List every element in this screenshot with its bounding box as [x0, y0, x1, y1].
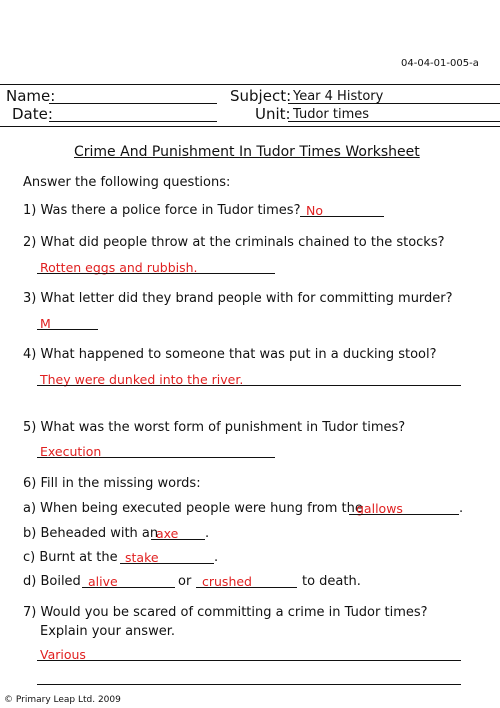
answer-1-line[interactable] [300, 216, 384, 217]
fill-b-prefix: b) Beheaded with an [23, 526, 159, 541]
answer-7: Various [40, 647, 86, 662]
fill-b-line[interactable] [151, 539, 205, 540]
name-label: Name: [6, 87, 56, 105]
fill-d-line-2[interactable] [196, 587, 297, 588]
name-field[interactable] [49, 103, 217, 104]
answer-2: Rotten eggs and rubbish. [40, 260, 198, 275]
date-field[interactable] [49, 121, 217, 122]
question-6-heading: 6) Fill in the missing words: [23, 476, 201, 491]
unit-value: Tudor times [293, 107, 370, 122]
answer-5: Execution [40, 444, 102, 459]
fill-d-mid: or [178, 574, 192, 589]
header-top-rule [0, 84, 500, 85]
fill-b-answer: axe [156, 526, 179, 541]
fill-d-answer-1: alive [88, 574, 118, 589]
copyright-footer: © Primary Leap Ltd. 2009 [4, 695, 121, 705]
unit-label: Unit: [255, 105, 291, 123]
fill-b-suffix: . [205, 526, 210, 541]
answer-3: M [40, 316, 51, 331]
date-label: Date: [12, 105, 53, 123]
fill-a-suffix: . [459, 501, 464, 516]
subject-field[interactable] [288, 103, 500, 104]
question-7-line-1: 7) Would you be scared of committing a crime in Tudor times? [23, 605, 428, 620]
header-bottom-rule [0, 126, 500, 127]
fill-d-suffix: to death. [302, 574, 361, 589]
fill-a-line[interactable] [349, 514, 459, 515]
worksheet-title: Crime And Punishment In Tudor Times Worksheet [74, 144, 420, 160]
fill-c-answer: stake [125, 550, 159, 565]
fill-c-line[interactable] [120, 563, 214, 564]
instructions: Answer the following questions: [23, 175, 231, 190]
question-4: 4) What happened to someone that was put in a ducking stool? [23, 347, 437, 362]
fill-d-prefix: d) Boiled [23, 574, 81, 589]
fill-a-prefix: a) When being executed people were hung from the [23, 501, 363, 516]
fill-d-line-1[interactable] [82, 587, 175, 588]
fill-d-answer-2: crushed [202, 574, 252, 589]
unit-field[interactable] [288, 121, 500, 122]
question-7-line-2: Explain your answer. [40, 624, 175, 639]
answer-2-line[interactable] [37, 273, 275, 274]
question-1: 1) Was there a police force in Tudor times? [23, 203, 301, 218]
page-code: 04-04-01-005-a [401, 58, 479, 69]
fill-a-answer: gallows [356, 501, 403, 516]
question-2: 2) What did people throw at the criminals chained to the stocks? [23, 235, 445, 250]
answer-3-line[interactable] [37, 329, 98, 330]
answer-4-line[interactable] [37, 385, 461, 386]
fill-c-suffix: . [214, 550, 219, 565]
answer-7-line-2[interactable] [37, 684, 461, 685]
question-5: 5) What was the worst form of punishment in Tudor times? [23, 420, 406, 435]
subject-label: Subject: [230, 87, 292, 105]
answer-7-line-1[interactable] [37, 660, 461, 661]
answer-1: No [306, 203, 323, 218]
answer-4: They were dunked into the river. [40, 372, 244, 387]
fill-c-prefix: c) Burnt at the [23, 550, 118, 565]
question-3: 3) What letter did they brand people with for committing murder? [23, 291, 453, 306]
answer-5-line[interactable] [37, 457, 275, 458]
subject-value: Year 4 History [293, 89, 384, 104]
